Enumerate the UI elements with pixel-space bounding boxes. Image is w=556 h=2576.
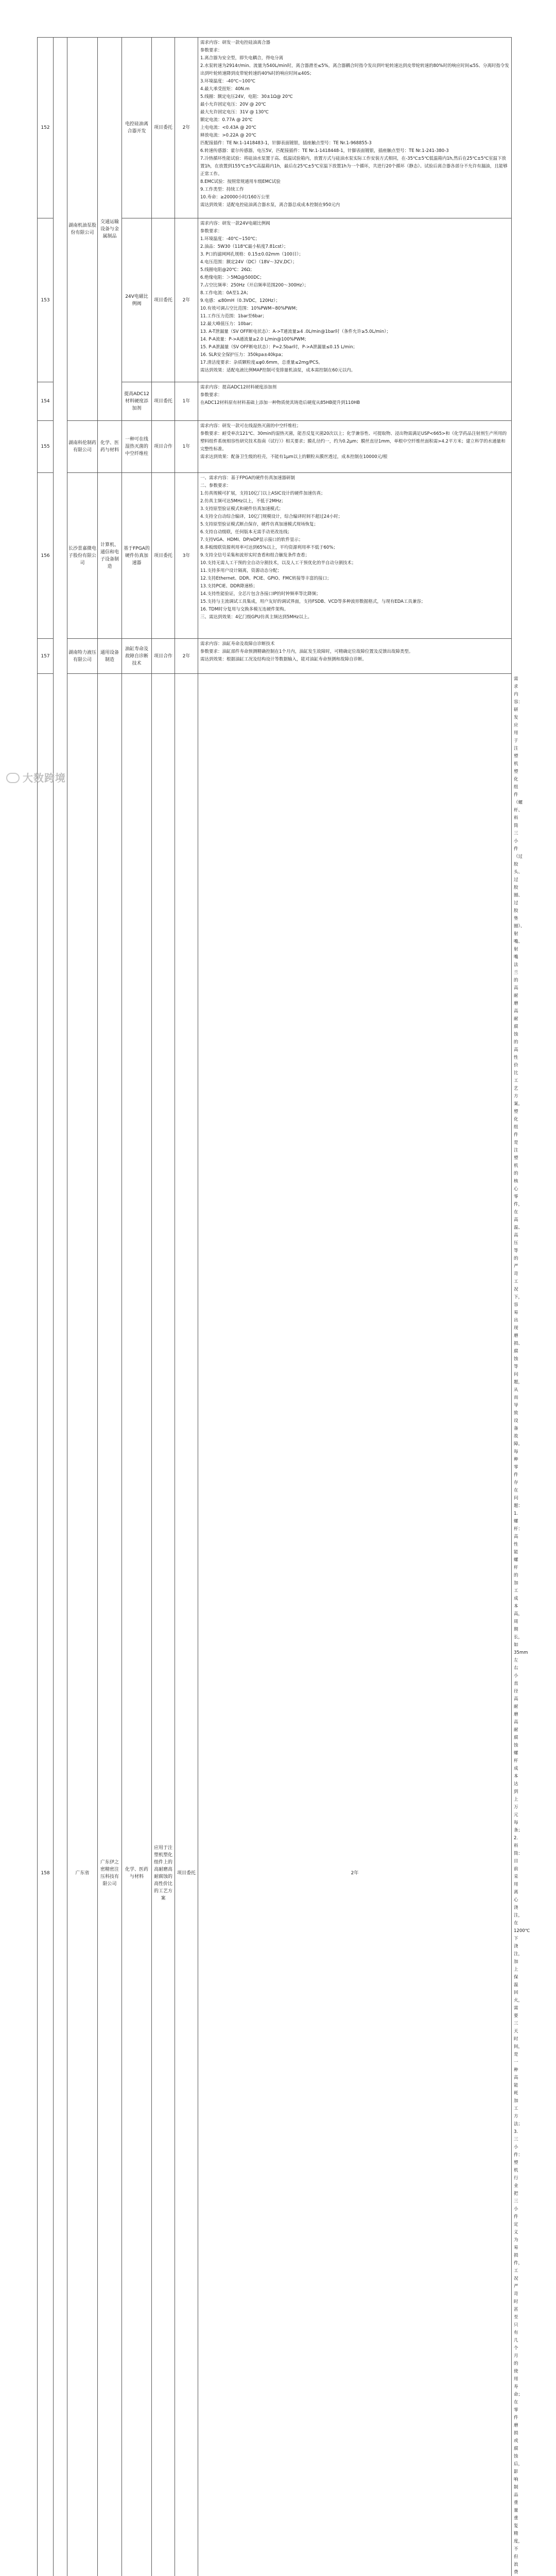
mode-cell: 项目委托 (175, 674, 198, 2576)
requirement-line: 16. SLR安全保护压力：350kpa±40kpa； (200, 351, 509, 359)
project-cell: 提高ADC12材料硬度添加剂 (122, 382, 152, 421)
company-cell: 湖南特力液压有限公司 (67, 639, 98, 674)
company-cell: 湖南机油泵股份有限公司 (67, 38, 98, 421)
requirement-line: 参数要求： (200, 47, 509, 55)
requirement-line: 最小允许固定电压：20V @ 20℃ (200, 101, 509, 109)
industry-cell: 交通运输设备与金属制品 (98, 38, 122, 421)
requirement-line: 7.冷热循环性能试验：将硅油水泵置于高、低温试验箱内，放置方式与硅油水泵实际工作安装方式相同，在-35℃±5℃低温箱内1h,然后在25℃±5℃室温下放置1h，在放置到155℃±5℃高温箱内1h，最后在25℃±5℃室温下放置1h为一个循环，共进行20个循环（静态）。试验后离合器各部分不允许有漏油，且能够正常工作。 (200, 155, 509, 178)
requirement-line: 需达到效果：适配电控硅油离合器水泵，离合器总成成本控制在950元内 (200, 201, 509, 209)
requirement-line: 3.环境温度：-40℃~100℃ (200, 78, 509, 86)
period-cell: 3年 (175, 473, 198, 639)
requirement-line: 16. TDM时分复用与交换多模互连硬件架构。 (200, 606, 509, 614)
requirement-line: 4.支持全自动综合编译，10亿门规模设计，综合编译时间不超过24小时； (200, 513, 509, 521)
requirement-line: 参数要求：油缸部件寿命预测精确控制在1个月内，油缸发生故障时，可精确定位故障位置及反馈出故障类型。 (200, 648, 509, 656)
period-cell: 1年 (175, 421, 198, 473)
row-number: 155 (38, 421, 54, 473)
requirement-line: 14. P-A流量：P->A通流量≥2.0 L/min@100%PWM； (200, 336, 509, 344)
requirement-line: 12.支持Ethernet、DDR、PCIE、GPIO、FMC转接等丰富的接口； (200, 575, 509, 583)
requirement-line: 10.寿命：≥20000小时/160万公里 (200, 194, 509, 201)
requirement-line: 1.仿真规模可扩展，支持10亿门以上ASIC设计的硬件加速仿真； (200, 490, 509, 498)
requirement-line: 11.支持多用户设计隔离，资源动态分配； (200, 567, 509, 575)
project-cell: 电控硅油离合器开发 (122, 38, 152, 218)
watermark-logo-icon (6, 773, 20, 783)
table-row (38, 38, 512, 218)
table-row (38, 473, 512, 639)
requirement-line: 15. P-A泄漏量（SV OFF断电状态）：P=2.5bar时，P->A泄漏量≤0.15 L/min； (200, 344, 509, 351)
requirement-line: 9.支持全信号采集和波形实时查看和组合触发条件查看； (200, 552, 509, 560)
requirement-line: 6.绝缘电阻：＞5MΩ@500DC； (200, 274, 509, 282)
requirements-table (37, 37, 512, 2576)
requirement-line: 三、需达到效果：4亿门级GPU仿真主频达到5MHz以上。 (200, 614, 509, 621)
period-cell: 2年 (175, 38, 198, 218)
requirement-cell (198, 421, 512, 473)
requirement-line: 15.支持与主流调试工具集成，用户友好的调试界面，支持FSDB、VCD等多种波形数据格式，与现有EDA工具兼容； (200, 598, 509, 606)
company-cell: 湖南科伦制药有限公司 (67, 421, 98, 473)
requirement-line: 在ADC12材料原有材料基础上添加一种物质使其铸造后硬度从85HB提升到110HB (200, 399, 509, 407)
requirement-line: 参数要求： (200, 392, 509, 399)
mode-cell: 项目合作 (152, 421, 175, 473)
project-cell: 油缸寿命及故障自诊断技术 (122, 639, 152, 674)
requirement-line: 6.转速传感器：霍尔传感器，电压5V，匹配接插件：TE Nr.1-1418448-1，针脚表面镀银，插座触点型号：TE Nr.1-241-380-3 (200, 147, 509, 155)
industry-cell: 计算机、通信和电子设备制造 (98, 473, 122, 639)
watermark-text: 大数跨境 (23, 772, 66, 784)
requirement-line: 1.环境温度：-40℃~150℃； (200, 235, 509, 243)
mode-cell: 项目委托 (152, 473, 175, 639)
period-cell: 1年 (175, 382, 198, 421)
requirement-line: 3.支持原型验证模式和硬件仿真加速模式； (200, 505, 509, 513)
project-cell: 应用于注塑机塑化组件上的高耐磨高耐腐蚀的高性价比的工艺方案 (152, 674, 175, 2576)
requirement-cell (198, 473, 512, 639)
table-row (38, 421, 512, 473)
requirement-line: 2.水泵转速为2914r/min、流量为540L/min时，离合器滑差≤5%，离合器耦合时指令发出到叶轮转速达到皮带轮转速的80%时的响应时间≤5S、分离时指令发出到叶轮转速降到皮带轮转速的40%时的响应时间≤40S； (200, 62, 509, 78)
requirement-line: 8.EMC试验：按照常规通用车级EMC试验 (200, 178, 509, 186)
requirement-line: 参数要求：耐受单次121℃、30min的湿热灭菌，能否反复灭菌20次以上；化学兼容性、可提取物、浸出物需满足USP<665>和《化学药品注射剂生产所用的塑料组件系统相容性研究技术指南（试行）》相关要求；膜孔径约一，约为0.2μm；膜丝直径1mm，单根中空纤维丝面积需>4.2平方米；建立科学的水通量和完整性标准。 (200, 430, 509, 453)
project-cell: 24V电磁比例阀 (122, 218, 152, 382)
requirement-line: 上电电流：<0.43A @ 20℃ (200, 124, 509, 132)
period-cell: 2年 (175, 218, 198, 382)
requirement-line: 11.工作压力范围：1bar至6bar； (200, 313, 509, 320)
company-cell: 长沙景嘉微电子股份有限公司 (67, 473, 98, 639)
company-cell: 广东伊之密精密注压科技有限公司 (98, 674, 122, 2576)
table-row: 158 广东省 广东伊之密精密注压科技有限公司 化学、医药与材料 应用于注塑机塑化组件上的高耐磨高耐腐蚀的高性价比的工艺方案 项目委托 2年 需求内容：研发应用于注塑机塑化组件（螺杆、料筒三小件（过胶头、过胶圈、过胶垫圈）、射嘴、射嘴法兰的高耐磨高耐腐蚀的高性价比工艺方案。塑化组件是注塑机的核心零件，在高温、高压等的严苛工况下，容易出现磨损、腐蚀等问题，从而导致设备故障。 每种零件存在问题： 1.螺杆：高性能螺杆的加工成本高，周期长，如35mm左右小直径高耐磨高耐腐蚀螺杆成本达到上万元每条； 2.料筒：目前采用离心浇注，在 1200℃下浇注，加上保温回火，需要三天时间，是一种高能耗加工方法； 3.三小件：塑机行业把三小件定义为易损件，工况严苛时甚至只有几个月的使用寿命；在零件磨损或腐蚀后，影响制品重量重复精度，不但浪费 (38, 674, 512, 2576)
requirement-line: 需求内容：研发一款电控硅油离合器 (200, 39, 509, 47)
mode-cell: 项目委托 (152, 382, 175, 421)
requirement-line: 7.占空比频率：250Hz（开启频率范围200～300Hz）； (200, 282, 509, 290)
requirement-line: 14.支持性能验证，全芯片包含各接口IP的时钟频率等比降频； (200, 590, 509, 598)
requirement-cell (198, 382, 512, 421)
requirement-line: 参数要求： (200, 228, 509, 235)
requirement-cell (198, 218, 512, 382)
requirement-line: 需求达到效果：配备卫生级的柱壳，不能有1μm以上的颗粒从膜丝透过，成本控制在10000元/根 (200, 453, 509, 461)
requirement-line: 3. P口的滤网网孔规格：0.15±0.02mm（100目）； (200, 251, 509, 259)
requirement-line: 10.有效可调占空比范围：10%PWM~80%PWM； (200, 305, 509, 313)
row-number: 153 (38, 218, 54, 382)
requirement-line: 最大允许固定电压：31V @ 130℃ (200, 109, 509, 116)
requirement-line: 一、需求内容：基于FPGA的硬件仿真加速器研制 (200, 474, 509, 482)
mode-cell: 项目合作 (152, 639, 175, 674)
row-number: 152 (38, 38, 54, 218)
requirement-line: 6.支持自动级联，任何版本无需手动更改连线； (200, 529, 509, 536)
requirement-line: 需求内容：研发一款可在线湿热灭菌的中空纤维柱； (200, 422, 509, 430)
project-cell: 基于FPGA的硬件仿真加速器 (122, 473, 152, 639)
requirement-line: 5.线圈电阻@20℃：26Ω； (200, 266, 509, 274)
requirement-cell (198, 639, 512, 674)
requirement-line: 需求内容：油缸寿命及故障自诊断技术 (200, 640, 509, 648)
requirement-line: 2.仿真主频可达5MHz以上，不低于2MHz； (200, 498, 509, 505)
table-row (38, 639, 512, 674)
requirement-line: 1.离合器为安全型，即失电耦合，得电分离 (200, 55, 509, 62)
requirement-line: 需达到效果：根据油缸工况及结构设计等数据输入，能对油缸寿命预测和故障自诊断。 (200, 656, 509, 664)
requirement-line: 4.电压范围：额定24V（DC）（18V～32V,DC）； (200, 259, 509, 266)
row-number: 157 (38, 639, 54, 674)
requirement-line: 需达到效果：适配电液比例MAP控制可变排量机油泵，成本需控制在60元以内。 (200, 367, 509, 375)
requirement-line: 17.清洁度要求：杂质颗粒度≤φ0.6mm，总重量≤2mg/PCS。 (200, 359, 509, 367)
row-number: 154 (38, 382, 54, 421)
requirement-cell (198, 38, 512, 218)
requirement-line: 7.支持VGA、HDMI、DP/eDP显示接口的软件显示； (200, 536, 509, 544)
requirement-line: 5.线圈：额定电压24V，电阻：30±1Ω@ 20℃ (200, 93, 509, 101)
industry-cell: 通用设备制造 (98, 639, 122, 674)
requirement-line: 需求内容：提高ADC12材料硬度添加剂 (200, 384, 509, 392)
requirement-line: 匹配接插件：TE Nr.1-1418483-1，针脚表面镀银，插座触点型号：TE Nr.1-968855-3 (200, 140, 509, 147)
mode-cell: 项目委托 (152, 38, 175, 218)
watermark (6, 770, 66, 785)
requirement-line: 13. A-T泄漏量（SV OFF断电状态）：A->T通流量≥4 .0L/min@1bar时（条件允许≥5.0L/min）； (200, 328, 509, 336)
requirement-line: 9.电感：≤80mH（0.3VDC，120Hz）； (200, 297, 509, 305)
requirement-line: 二、参数要求： (200, 482, 509, 490)
requirement-line: 10.支持无需人工干预的全自动分割技术，以及人工干预优化的半自动分割技术； (200, 560, 509, 567)
requirement-line: 5.支持原型验证模式断点保存，硬件仿真加速模式现场恢复； (200, 521, 509, 529)
mode-cell: 项目委托 (152, 218, 175, 382)
industry-cell: 化学、医药与材料 (98, 421, 122, 473)
requirement-line: 8.工作电流：0A至1.2A； (200, 290, 509, 297)
requirement-line: 释放电流：>0.22A @ 20℃ (200, 132, 509, 140)
requirement-line: 12.最大峰值压力：10bar； (200, 320, 509, 328)
requirement-line: 需求内容：研发一款24V电磁比例阀 (200, 220, 509, 228)
project-cell: 一种可在线湿热灭菌的中空纤维柱 (122, 421, 152, 473)
period-cell: 2年 (175, 639, 198, 674)
row-number: 156 (38, 473, 54, 639)
requirement-line: 额定电流：0.77A @ 20℃ (200, 116, 509, 124)
requirement-line: 9.工作类型：持续工作 (200, 186, 509, 194)
period-cell: 2年 (198, 674, 512, 2576)
row-number: 158 (38, 674, 54, 2576)
industry-cell: 化学、医药与材料 (122, 674, 152, 2576)
requirement-line: 4.最大承受扭矩：40N.m (200, 86, 509, 93)
province-cell: 广东省 (67, 674, 98, 2576)
requirement-line: 2.油品：5W30（118℃最小粘度7.81cst）； (200, 243, 509, 251)
requirement-line: 13.支持PCIE、DDR降速桥； (200, 583, 509, 590)
province-cell (54, 38, 67, 2576)
requirement-line: 8.多板级联资源利用率可达到65%以上，平均资源利用率不低于60%； (200, 544, 509, 552)
